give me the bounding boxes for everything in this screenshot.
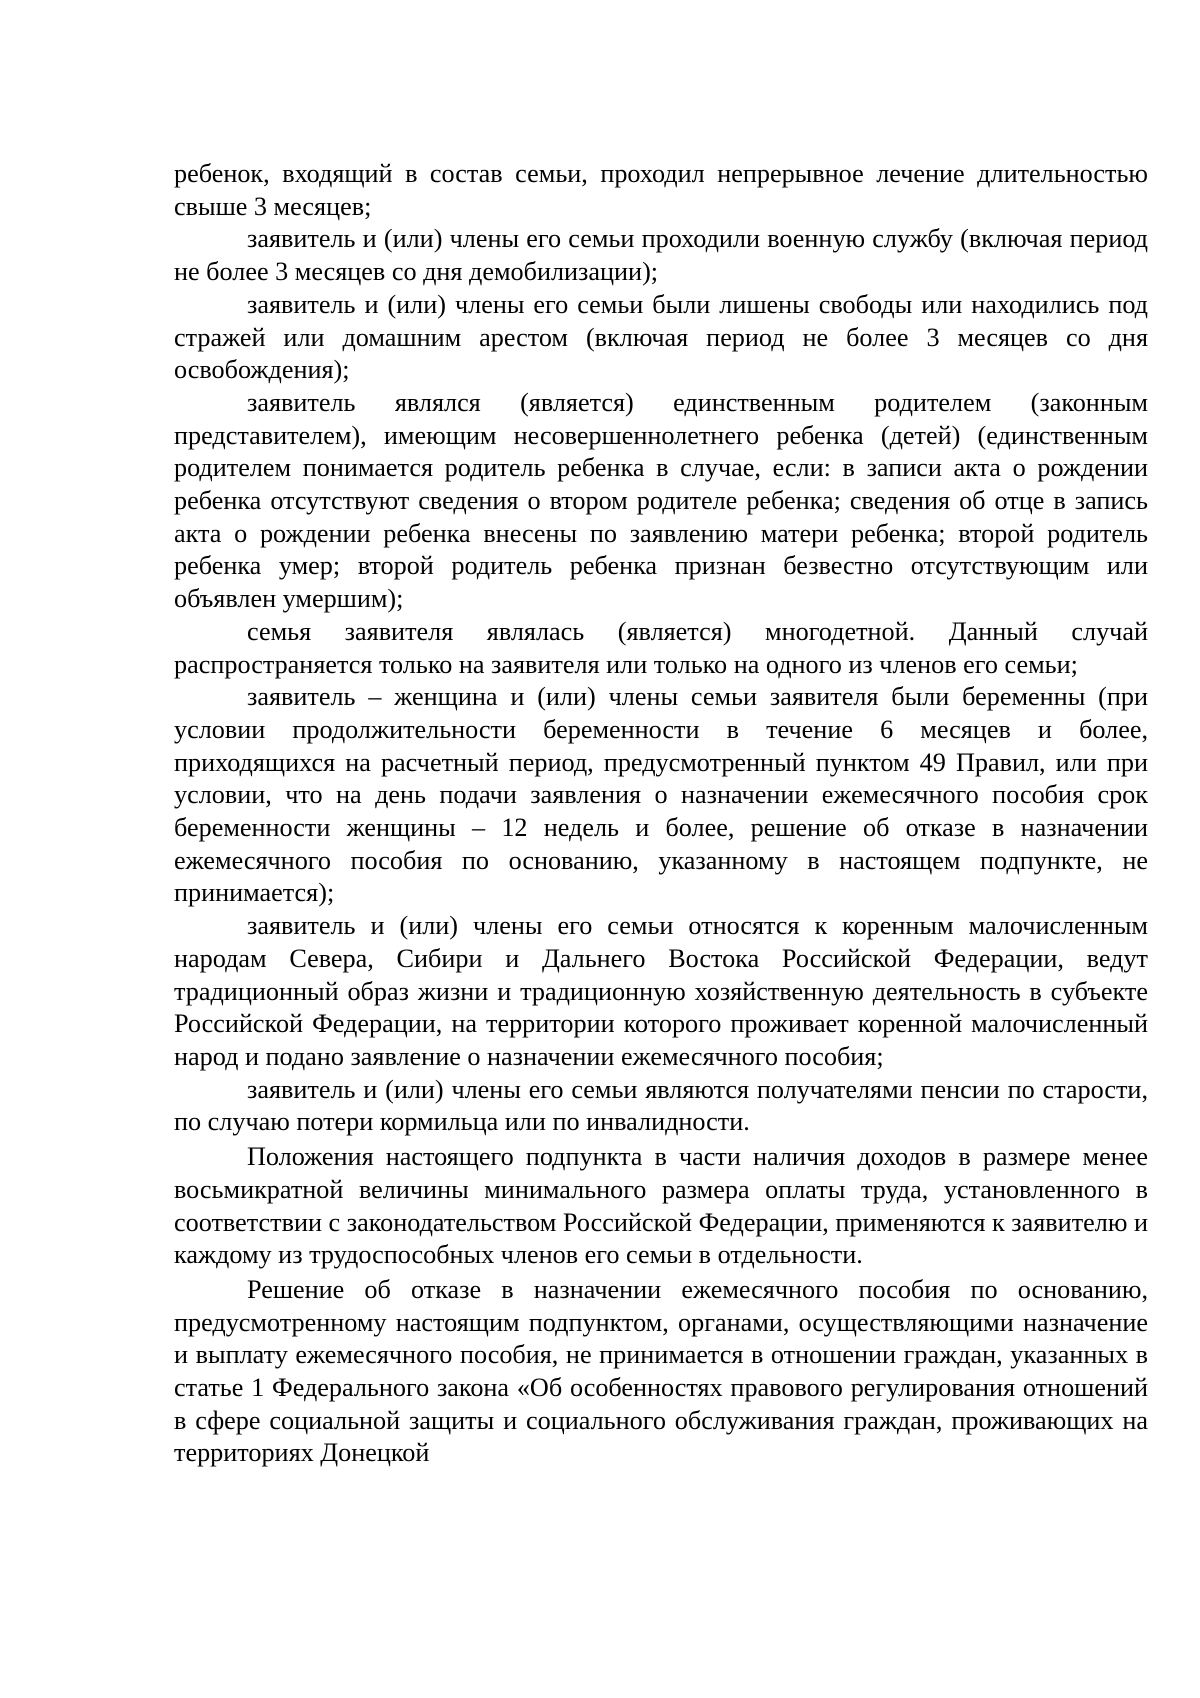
paragraph-single-parent: заявитель являлся (является) единственным родителем (законным представителем), имеющим несовершеннолетнего ребенка (детей) (единственным родителем понимается родитель ребенка в случае, если: в записи акта о рождении ребенка отсутствуют сведения о втором родителе ребенка; сведения об отце в запись акта о рождении ребенка внесены по заявлению матери ребенка; второй родитель ребенка умер; второй родитель ребенка признан безвестно отсутствующим или объявлен умершим); bbox=[174, 387, 1148, 614]
paragraph-large-family: семья заявителя являлась (является) многодетной. Данный случай распространяется только на заявителя или только на одного из членов его семьи; bbox=[174, 616, 1148, 679]
paragraph-deprived-liberty: заявитель и (или) члены его семьи были лишены свободы или находились под стражей или домашним арестом (включая период не более 3 месяцев со дня освобождения); bbox=[174, 289, 1148, 385]
paragraph-refusal-decision: Решение об отказе в назначении ежемесячного пособия по основанию, предусмотренному настоящим подпунктом, органами, осуществляющими назначение и выплату ежемесячного пособия, не принимается в отношении граждан, указанных в статье 1 Федерального закона «Об особенностях правового регулирования отношений в сфере социальной защиты и социального обслуживания граждан, проживающих на территориях Донецкой bbox=[174, 1274, 1148, 1468]
paragraph-pension-recipients: заявитель и (или) члены его семьи являются получателями пенсии по старости, по случаю потери кормильца или по инвалидности. bbox=[174, 1074, 1148, 1137]
paragraph-military-service: заявитель и (или) члены его семьи проходили военную службу (включая период не более 3 месяцев со дня демобилизации); bbox=[174, 224, 1148, 287]
paragraph-pregnancy: заявитель – женщина и (или) члены семьи заявителя были беременны (при условии продолжительности беременности в течение 6 месяцев и более, приходящихся на расчетный период, предусмотренный пунктом 49 Правил, или при условии, что на день подачи заявления о назначении ежемесячного пособия срок беременности женщины – 12 недель и более, решение об отказе в назначении ежемесячного пособия по основанию, указанному в настоящем подпункте, не принимается); bbox=[174, 682, 1148, 908]
paragraph-continuation: ребенок, входящий в состав семьи, проходил непрерывное лечение длительностью свыше 3 месяцев; bbox=[174, 159, 1148, 221]
document-page bbox=[174, 158, 1148, 1470]
paragraph-income-provisions: Положения настоящего подпункта в части наличия доходов в размере менее восьмикратной величины минимального размера оплаты труда, установленного в соответствии с законодательством Российской Федерации, применяются к заявителю и каждому из трудоспособных членов его семьи в отдельности. bbox=[174, 1142, 1148, 1270]
paragraph-indigenous-peoples: заявитель и (или) члены его семьи относятся к коренным малочисленным народам Севера, Сибири и Дальнего Востока Российской Федерации, ведут традиционный образ жизни и традиционную хозяйственную деятельность в субъекте Российской Федерации, на территории которого проживает коренной малочисленный народ и подано заявление о назначении ежемесячного пособия; bbox=[174, 911, 1148, 1071]
